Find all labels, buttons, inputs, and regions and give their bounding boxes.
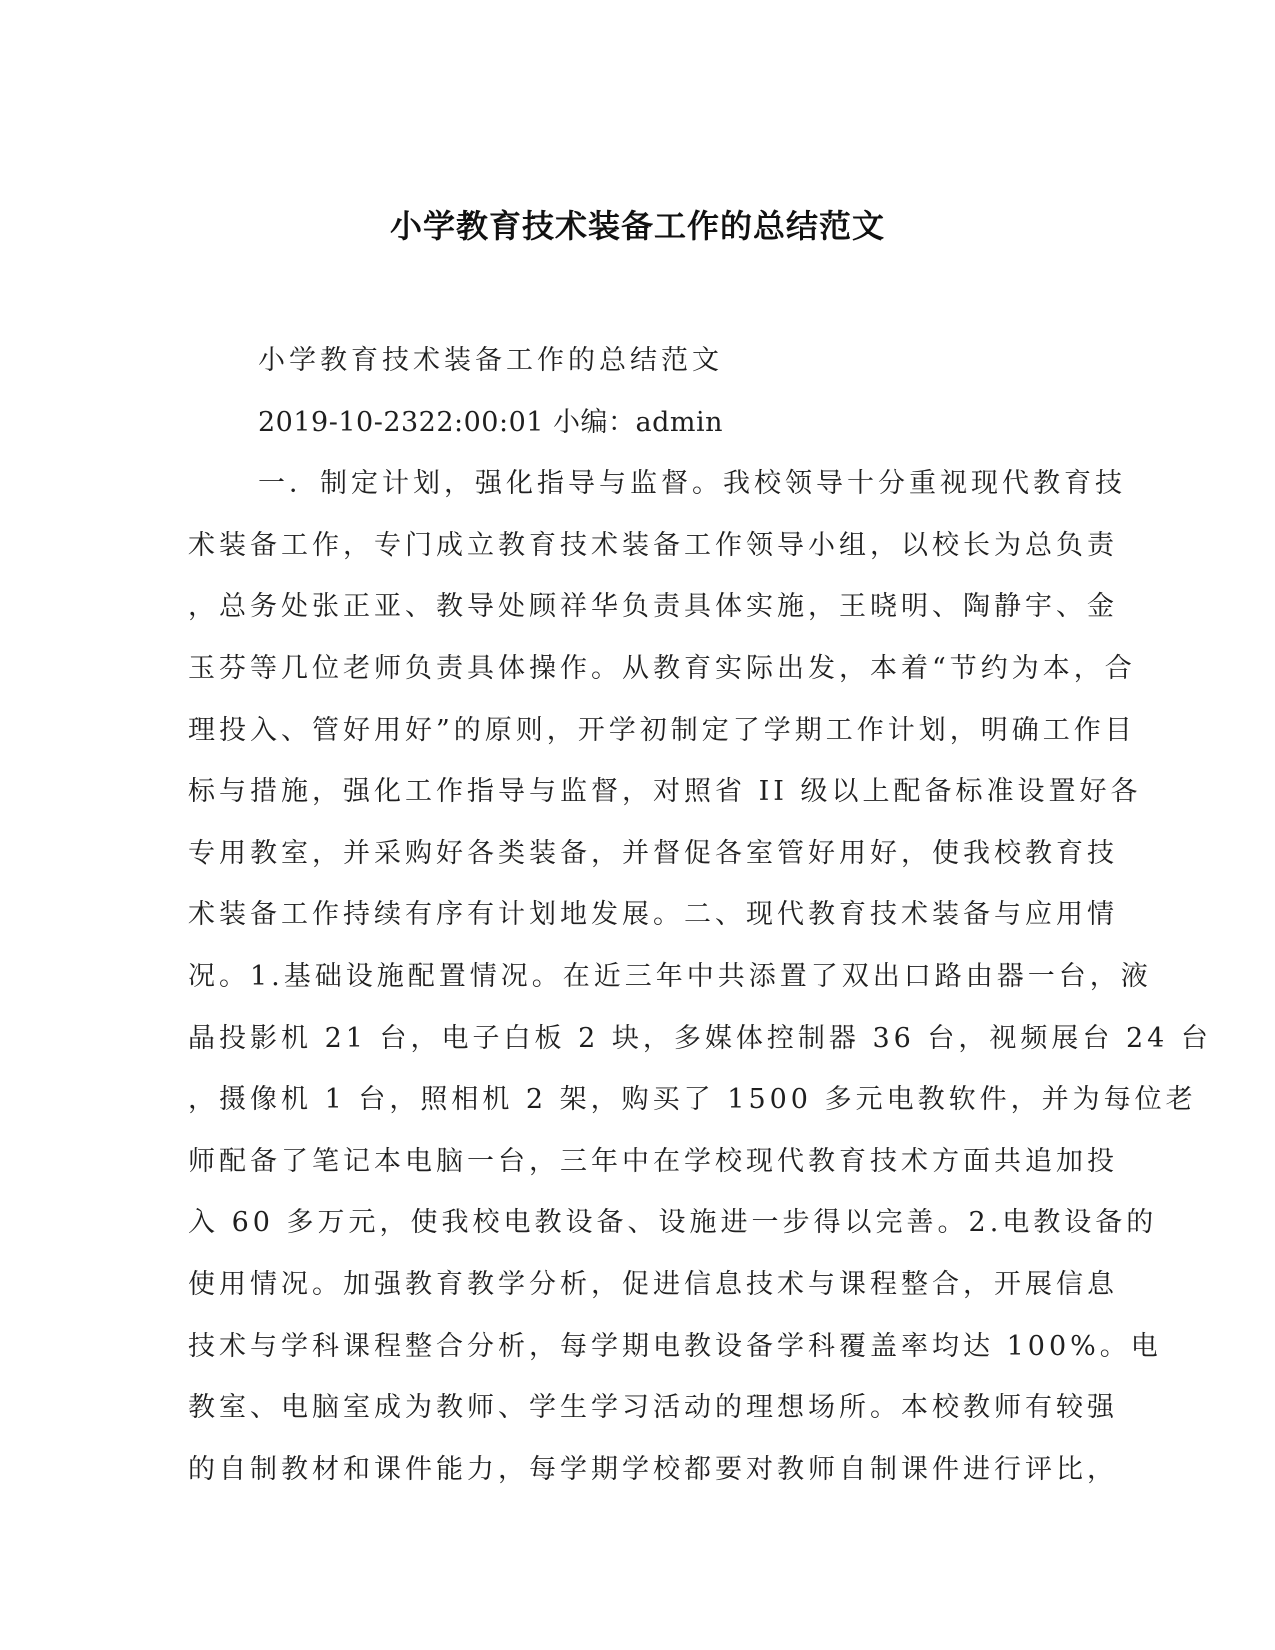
paragraph-line: 玉芬等几位老师负责具体操作。从教育实际出发，本着“节约为本，合 <box>188 652 1136 684</box>
paragraph-line: 的自制教材和课件能力，每学期学校都要对教师自制课件进行评比， <box>188 1453 1118 1485</box>
document-title: 小学教育技术装备工作的总结范文 <box>389 207 885 245</box>
paragraph-line: ，摄像机 1 台，照相机 2 架，购买了 1500 多元电教软件，并为每位老 <box>188 1084 1197 1116</box>
paragraph-line: 术装备工作，专门成立教育技术装备工作领导小组，以校长为总负责 <box>188 529 1118 561</box>
paragraph-line: ，总务处张正亚、教导处顾祥华负责具体实施，王晓明、陶静宇、金 <box>188 591 1118 623</box>
paragraph-line: 一．制定计划，强化指导与监督。我校领导十分重视现代教育技 <box>258 468 1126 500</box>
subtitle-line: 小学教育技术装备工作的总结范文 <box>258 345 723 376</box>
document-body <box>188 330 1212 1500</box>
paragraph-line: 理投入、管好用好”的原则，开学初制定了学期工作计划，明确工作目 <box>188 714 1136 746</box>
paragraph-line: 入 60 多万元，使我校电教设备、设施进一步得以完善。2.电教设备的 <box>188 1207 1158 1239</box>
meta-line: 2019-10-2322:00:01 小编：admin <box>258 406 724 438</box>
paragraph-line: 标与措施，强化工作指导与监督，对照省 II 级以上配备标准设置好各 <box>188 776 1142 808</box>
paragraph-line: 技术与学科课程整合分析，每学期电教设备学科覆盖率均达 100%。电 <box>188 1330 1162 1362</box>
paragraph-line: 晶投影机 21 台，电子白板 2 块，多媒体控制器 36 台，视频展台 24 台 <box>188 1022 1212 1054</box>
paragraph-line: 术装备工作持续有序有计划地发展。二、现代教育技术装备与应用情 <box>188 899 1118 931</box>
paragraph-line: 教室、电脑室成为教师、学生学习活动的理想场所。本校教师有较强 <box>188 1392 1118 1424</box>
paragraph-line: 专用教室，并采购好各类装备，并督促各室管好用好，使我校教育技 <box>188 837 1118 869</box>
paragraph-line: 师配备了笔记本电脑一台，三年中在学校现代教育技术方面共追加投 <box>188 1145 1118 1177</box>
paragraph-line: 况。1.基础设施配置情况。在近三年中共添置了双出口路由器一台，液 <box>188 960 1152 992</box>
paragraph-line: 使用情况。加强教育教学分析，促进信息技术与课程整合，开展信息 <box>188 1268 1118 1300</box>
